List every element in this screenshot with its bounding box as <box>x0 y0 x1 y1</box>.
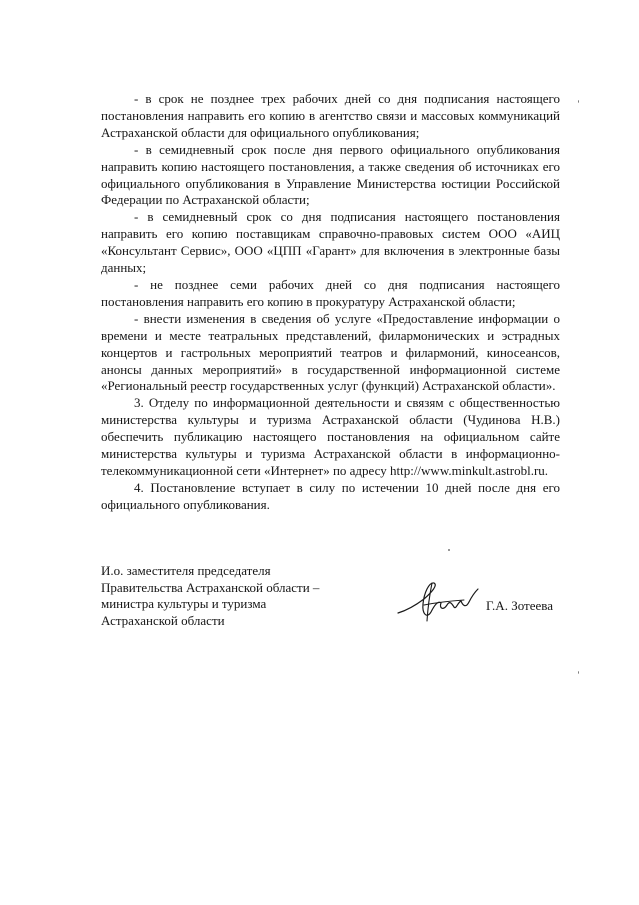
paragraph-service-registry: - внести изменения в сведения об услуге «Предоставление информации о времени и месте театральных представлений, филармонических и эстрадных концертов и гастрольных мероприятий театров и филармоний, киносеансов, анонсы данных мероприятий» в государственной информационной системе «Региональный реестр государственных услуг (функций) Астраханской области». <box>101 310 560 394</box>
paragraph-prosecutor: - не позднее семи рабочих дней со дня подписания настоящего постановления направить его копию в прокуратуру Астраханской области; <box>101 276 560 309</box>
paragraph-agency-publication: - в срок не позднее трех рабочих дней со дня подписания настоящего постановления направить его копию в агентство связи и массовых коммуникаций Астраханской области для официального опубликования; <box>101 91 560 140</box>
handwritten-signature <box>394 577 482 625</box>
scan-speck <box>578 671 579 674</box>
paragraph-website-publication: 3. Отделу по информационной деятельности и связям с общественностью министерства культуры и туризма Астраханской области (Чудинова Н.В.) обеспечить публикацию настоящего постановления на официальном сайте министерства культуры и туризма Астраханской области в информационно-телекоммуникационной сети «Интернет» по адресу http://www.minkult.astrobl.ru. <box>101 395 560 478</box>
scan-speck <box>448 549 450 551</box>
signatory-position-line: Правительства Астраханской области – <box>101 579 320 595</box>
signatory-position <box>101 563 361 629</box>
paragraph-legal-systems: - в семидневный срок со дня подписания настоящего постановления направить его копию поставщикам справочно-правовых систем ООО «АИЦ «Консультант Сервис», ООО «ЦПП «Гарант» для включения в электронные базы данных; <box>101 209 560 276</box>
signatory-position-line: Астраханской области <box>101 612 225 628</box>
paragraph-justice-ministry: - в семидневный срок после дня первого официального опубликования направить копию настоящего постановления, а также сведения об источниках его официального опубликования в Управление Министерства юстиции Российской Федерации по Астраханской области; <box>101 141 560 208</box>
document-body <box>101 91 560 514</box>
scan-speck <box>578 100 579 103</box>
signatory-position-line: министра культуры и туризма <box>101 596 267 612</box>
signer-name: Г.А. Зотеева <box>486 598 553 613</box>
paragraph-effective-date: 4. Постановление вступает в силу по истечении 10 дней после дня его официального опубликования. <box>101 479 560 512</box>
signatory-position-line: И.о. заместителя председателя <box>101 563 271 578</box>
